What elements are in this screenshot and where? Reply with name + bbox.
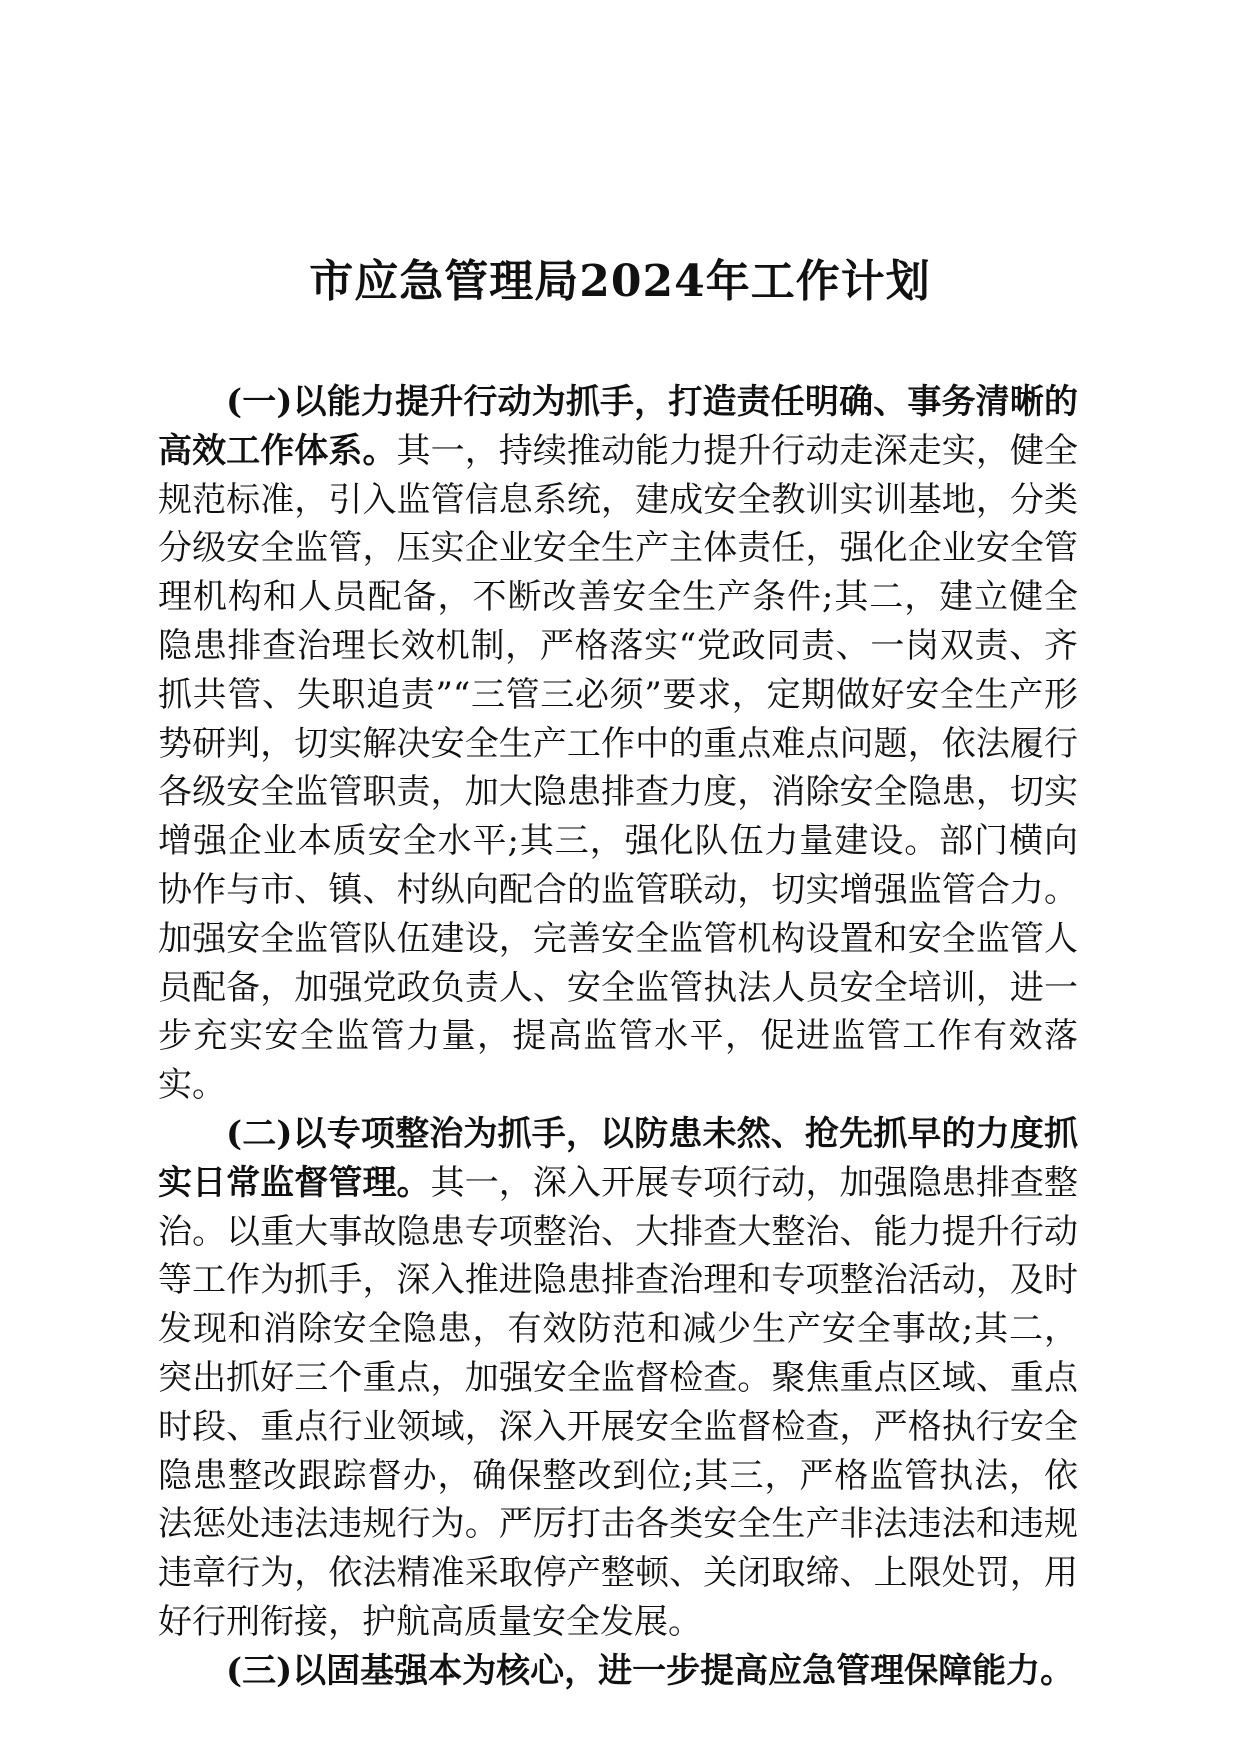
paragraph-1-heading: (一)以能力提升行动为抓手，打造责任明确、事务清晰的高效工作体系。	[158, 382, 1078, 471]
paragraph-2-text: 其一，深入开展专项行动，加强隐患排查整治。以重大事故隐患专项整治、大排查大整治、能力提升行动等工作为抓手，深入推进隐患排查治理和专项整治活动，及时发现和消除安全隐患，有效防范和减少生产安全事故;其二，突出抓好三个重点，加强安全监督检查。聚焦重点区域、重点时段、重点行业领域，深入开展安全监督检查，严格执行安全隐患整改跟踪督办，确保整改到位;其三，严格监管执法，依法惩处违法违规行为。严厉打击各类安全生产非法违法和违规违章行为，依法精准采取停产整顿、关闭取缔、上限处罚，用好行刑衔接，护航高质量安全发展。	[158, 1162, 1079, 1642]
paragraph-3-heading: (三)以固基强本为核心，进一步提高应急管理保障能力。	[226, 1650, 1075, 1691]
paragraph-3	[158, 1647, 1078, 1696]
paragraph-1	[158, 378, 1078, 1110]
paragraph-2	[158, 1110, 1078, 1647]
document-body	[158, 378, 1078, 1696]
paragraph-2-heading: (二)以专项整治为抓手，以防患未然、抢先抓早的力度抓实日常监督管理。	[158, 1113, 1078, 1203]
document-title: 市应急管理局2024年工作计划	[309, 256, 931, 307]
paragraph-1-text: 其一，持续推动能力提升行动走深走实，健全规范标准，引入监管信息系统，建成安全教训实训基地，分类分级安全监管，压实企业安全生产主体责任，强化企业安全管理机构和人员配备，不断改善安全生产条件;其二，建立健全隐患排查治理长效机制，严格落实“党政同责、一岗双责、齐抓共管、失职追责”“三管三必须”要求，定期做好安全生产形势研判，切实解决安全生产工作中的重点难点问题，依法履行各级安全监管职责，加大隐患排查力度，消除安全隐患，切实增强企业本质安全水平;其三，强化队伍力量建设。部门横向协作与市、镇、村纵向配合的监管联动，切实增强监管合力。加强安全监管队伍建设，完善安全监管机构设置和安全监管人员配备，加强党政负责人、安全监管执法人员安全培训，进一步充实安全监管力量，提高监管水平，促进监管工作有效落实。	[158, 430, 1079, 1106]
